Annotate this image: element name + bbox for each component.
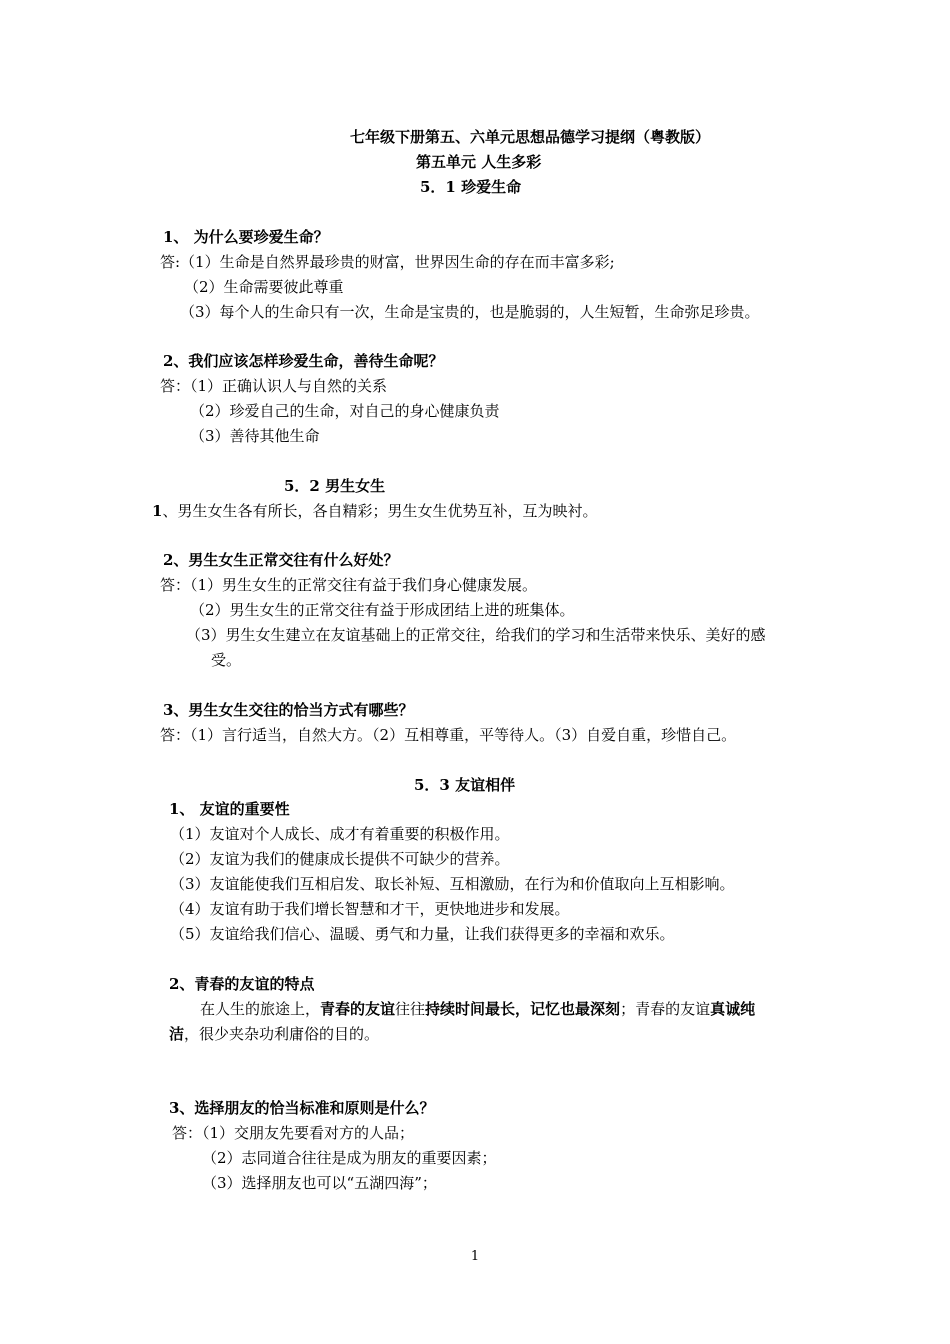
bold-run: 青春的友谊 [320, 1000, 396, 1018]
question-heading: 2、男生女生正常交往有什么好处？ [163, 551, 399, 569]
answer-line: （2）志同道合往往是成为朋友的重要因素； [202, 1149, 497, 1167]
list-item: （1）友谊对个人成长、成才有着重要的积极作用。 [170, 825, 510, 843]
paragraph-number: 1 [152, 502, 163, 520]
paragraph-line [169, 1024, 379, 1044]
answer-line: 答：（1）男生女生的正常交往有益于我们身心健康发展。 [160, 576, 538, 594]
paragraph-text: 、男生女生各有所长，各自精彩；男生女生优势互补，互为映衬。 [162, 502, 598, 520]
answer-line: （3）选择朋友也可以“五湖四海”； [202, 1174, 437, 1192]
answer-line: 答：（1）言行适当，自然大方。（2）互相尊重，平等待人。（3）自爱自重，珍惜自己。 [160, 726, 737, 744]
list-item: （4）友谊有助于我们增长智慧和才干，更快地进步和发展。 [170, 900, 570, 918]
answer-line: （3）男生女生建立在友谊基础上的正常交往，给我们的学习和生活带来快乐、美好的感 [186, 626, 766, 644]
section-heading-5-2: 5．2 男生女生 [284, 477, 386, 495]
answer-line: （2）珍爱自己的生命，对自己的身心健康负责 [190, 402, 500, 420]
text-run: ；青春的友谊 [620, 1000, 711, 1018]
paragraph-line [200, 999, 755, 1019]
answer-line: （2）男生女生的正常交往有益于形成团结上进的班集体。 [190, 601, 575, 619]
document-title: 七年级下册第五、六单元思想品德学习提纲（粤教版） [350, 128, 711, 146]
paragraph [152, 501, 597, 521]
answer-line: （3）善待其他生命 [190, 427, 320, 445]
text-run: ，很少夹杂功利庸俗的目的。 [184, 1025, 380, 1043]
subheading: 1、 友谊的重要性 [169, 800, 290, 818]
list-item: （3）友谊能使我们互相启发、取长补短、互相激励，在行为和价值取向上互相影响。 [170, 875, 735, 893]
answer-line: 答：（1）交朋友先要看对方的人品； [172, 1124, 415, 1142]
bold-run: 洁 [169, 1025, 185, 1043]
section-heading-5-1: 5．1 珍爱生命 [420, 178, 522, 196]
answer-line: （2）生命需要彼此尊重 [184, 278, 344, 296]
answer-line: 受。 [211, 651, 242, 669]
answer-line: 答:（1）生命是自然界最珍贵的财富，世界因生命的存在而丰富多彩; [160, 253, 615, 271]
question-heading: 1、 为什么要珍爱生命？ [163, 228, 329, 246]
answer-line: （3）每个人的生命只有一次，生命是宝贵的，也是脆弱的，人生短暂，生命弥足珍贵。 [180, 303, 760, 321]
question-heading: 3、选择朋友的恰当标准和原则是什么？ [169, 1099, 435, 1117]
bold-run: 持续时间最长，记忆也最深刻 [425, 1000, 621, 1018]
section-heading-5-3: 5．3 友谊相伴 [414, 776, 516, 794]
subheading: 2、青春的友谊的特点 [169, 975, 315, 993]
bold-run: 真诚纯 [710, 1000, 756, 1018]
question-heading: 3、男生女生交往的恰当方式有哪些？ [163, 701, 414, 719]
unit-title: 第五单元 人生多彩 [416, 153, 542, 171]
text-run: 往往 [395, 1000, 426, 1018]
page-number: 1 [470, 1249, 480, 1264]
text-run: 在人生的旅途上， [200, 1000, 321, 1018]
answer-line: 答：（1）正确认识人与自然的关系 [160, 377, 388, 395]
question-heading: 2、我们应该怎样珍爱生命，善待生命呢？ [163, 352, 444, 370]
list-item: （2）友谊为我们的健康成长提供不可缺少的营养。 [170, 850, 510, 868]
list-item: （5）友谊给我们信心、温暖、勇气和力量，让我们获得更多的幸福和欢乐。 [170, 925, 675, 943]
